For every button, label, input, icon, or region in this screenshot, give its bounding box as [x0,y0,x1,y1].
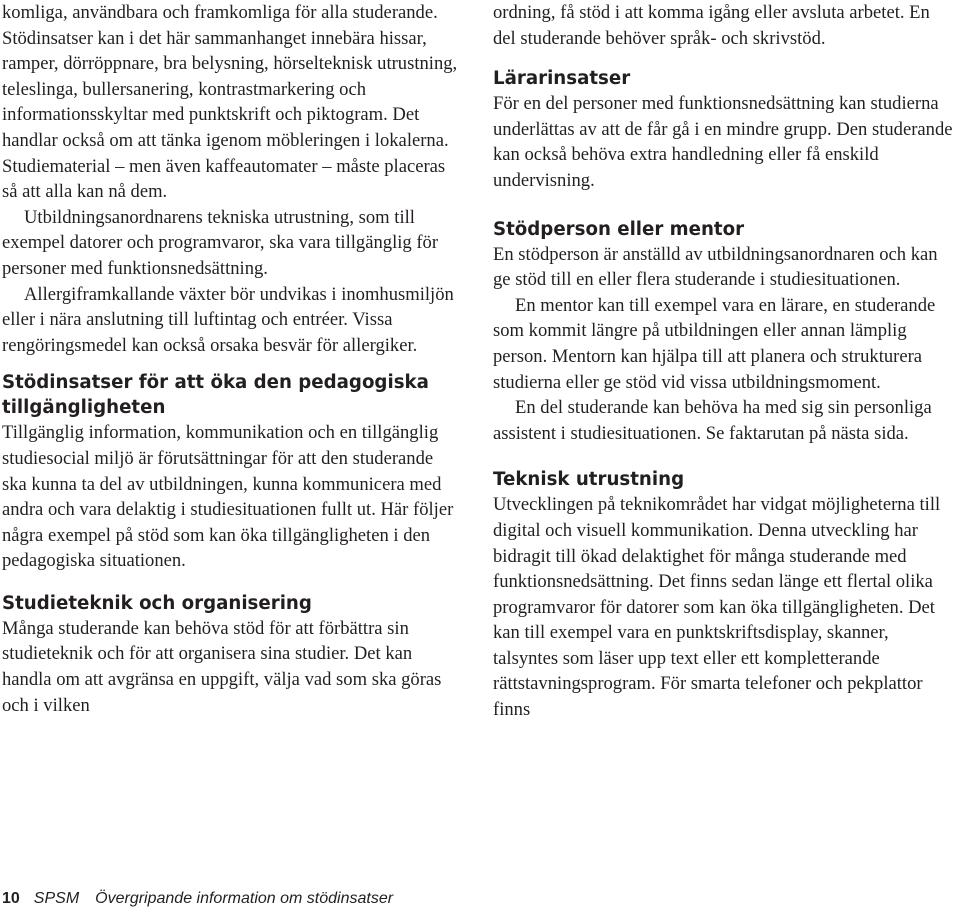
paragraph-teacher-efforts: För en del personer med funktionsnedsättning kan studierna underlättas av att de får gå i en mindre grupp. Den studerande kan också behöva extra handledning eller få enskild undervisning. [493,93,953,191]
paragraph-study-technique-continued: ordning, få stöd i att komma igång eller avsluta arbetet. En del studerande behöver språk- och skrivstöd. [493,2,930,49]
right-column [493,0,955,723]
page-number: 10 [2,890,20,907]
footer-series: SPSM [33,890,80,907]
paragraph-technical-equipment: Utbildningsanordnarens tekniska utrustning, som till exempel datorer och programvaror, ska vara tillgänglig för personer med funktionsnedsättning. [2,206,439,279]
paragraph-technical-equipment-right: Utvecklingen på teknikområdet har vidgat möjligheterna till digital och visuell kommunikation. Denna utveckling har bidragit till ökad delaktighet för många studerande med funktionsnedsättning. Det finns sedan länge ett flertal olika programvaror för datorer som kan öka tillgängligheten. Det kan till exempel vara en punktskriftsdisplay, skanner, talsyntes som läser upp text eller ett kompletterande rättstavningsprogram. För smarta telefoner och pekplattor finns [493,494,941,721]
footer-title: Övergripande information om stödinsatser [95,890,394,907]
paragraph-study-technique: Många studerande kan behöva stöd för att förbättra sin studieteknik och för att organisera sina studier. Det kan handla om att avgränsa en uppgift, välja vad som ska göras och i vilken [2,617,442,716]
paragraph-mentor: En mentor kan till exempel vara en lärare, en studerande som kommit längre på utbildningen eller annan lämplig person. Mentorn kan hjälpa till att planera och strukturera studierna eller ge stöd vid vissa utbildningsmoment. [493,294,936,393]
left-column [2,0,458,718]
paragraph-pedagogical-access: Tillgänglig information, kommunikation och en tillgänglig studiesocial miljö är förutsättningar för att den studerande ska kunna ta del av utbildningen, kunna kommunicera med andra och vara delaktig i studiesituationen fullt ut. Här följer några exempel på stöd som kan öka tillgängligheten i den pedagogiska situationen. [2,422,454,572]
heading-teacher-efforts: Lärarinsatser [493,68,631,90]
heading-study-technique: Studieteknik och organisering [2,592,312,614]
paragraph-allergy: Allergiframkallande växter bör undvikas i inomhusmiljön eller i nära anslutning till luftintag och entréer. Vissa rengöringsmedel kan också orsaka besvär för allergiker. [2,283,454,356]
paragraph-personal-assistant: En del studerande kan behöva ha med sig sin personliga assistent i studiesituationen. Se faktarutan på nästa sida. [493,397,932,444]
paragraph-physical-access: komliga, användbara och framkomliga för alla studerande. Stödinsatser kan i det här sammanhanget innebära hissar, ramper, dörröppnare, bra belysning, hörselteknisk utrustning, teleslinga, bullersanering, kontrastmarkering och informationsskyltar med punktskrift och piktogram. Det handlar också om att tänka igenom möbleringen i lokalerna. Studiematerial – men även kaffeautomater – måste placeras så att alla kan nå dem. [2,2,458,203]
paragraph-support-person: En stödperson är anställd av utbildningsanordnaren och kan ge stöd till en eller flera studerande i studiesituationen. [493,243,938,291]
page-footer [2,889,393,909]
heading-support-person: Stödperson eller mentor [493,218,745,240]
heading-pedagogical-access: Stödinsatser för att öka den pedagogiska tillgängligheten [2,372,429,419]
heading-technical-equipment: Teknisk utrustning [493,469,685,491]
